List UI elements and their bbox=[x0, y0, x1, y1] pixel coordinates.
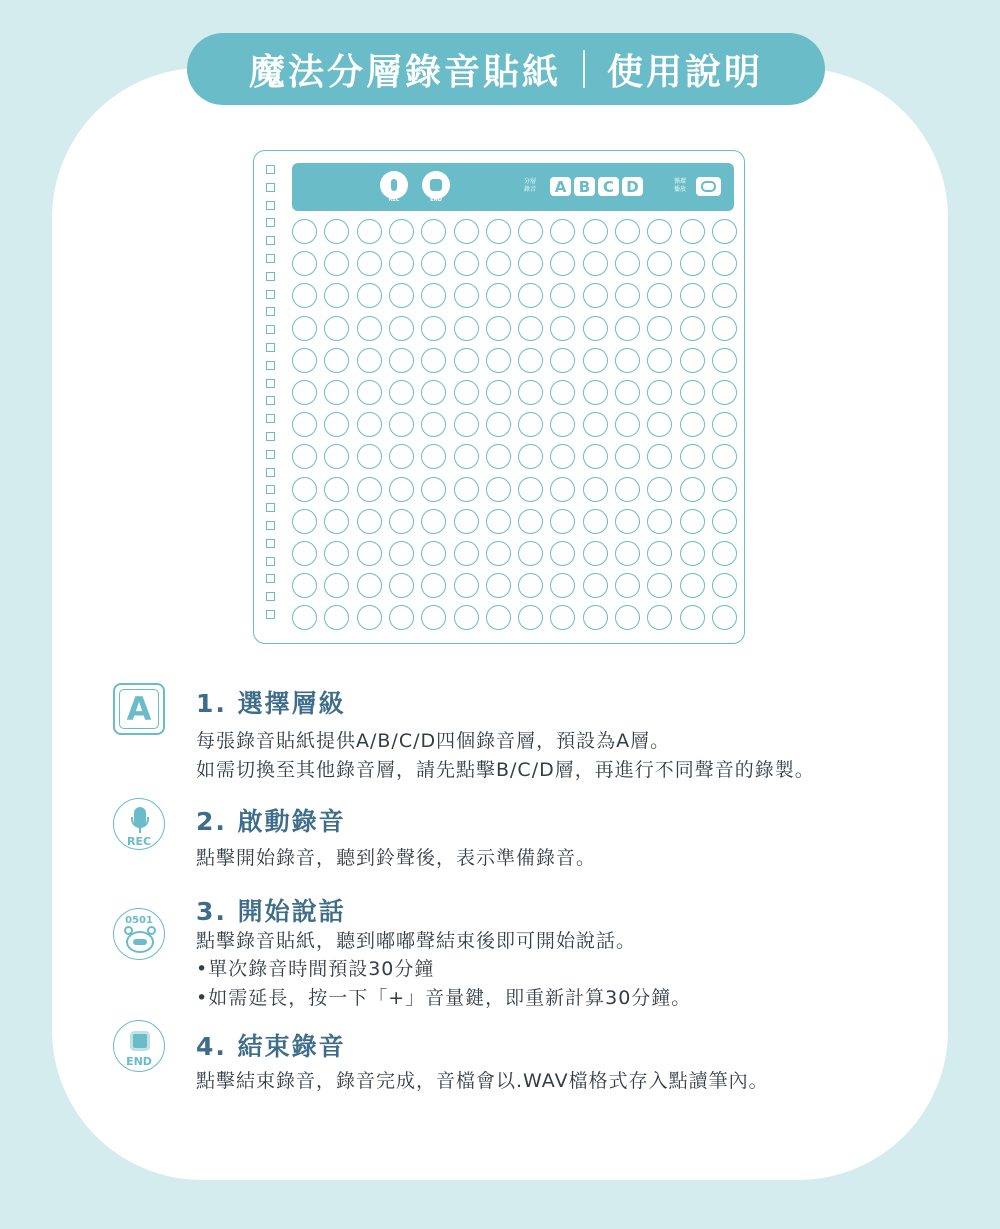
sticker-dot[interactable] bbox=[518, 412, 543, 437]
sticker-dot[interactable] bbox=[583, 477, 608, 502]
sticker-dot[interactable] bbox=[389, 444, 414, 469]
step-3-line-3: •如需延長，按一下「+」音量鍵，即重新計算30分鐘。 bbox=[196, 987, 692, 1009]
sticker-dot[interactable] bbox=[324, 509, 349, 534]
sticker-dot[interactable] bbox=[454, 412, 479, 437]
sticker-dot[interactable] bbox=[421, 316, 446, 341]
sheet-checkbox bbox=[266, 165, 275, 174]
sticker-dot[interactable] bbox=[292, 541, 317, 566]
step-4-title: 4. 結束錄音 bbox=[196, 1032, 346, 1061]
sticker-dot[interactable] bbox=[389, 477, 414, 502]
sticker-dot[interactable] bbox=[615, 219, 640, 244]
sheet-checkbox bbox=[266, 574, 275, 583]
sticker-dot[interactable] bbox=[615, 444, 640, 469]
sticker-dot[interactable] bbox=[583, 219, 608, 244]
sticker-dot[interactable] bbox=[680, 219, 705, 244]
sticker-dot[interactable] bbox=[324, 251, 349, 276]
sticker-dot[interactable] bbox=[712, 380, 737, 405]
sticker-dot[interactable] bbox=[647, 412, 672, 437]
bear-pen-code: 0501 bbox=[125, 915, 153, 926]
sticker-dot[interactable] bbox=[357, 316, 382, 341]
sticker-dot[interactable] bbox=[712, 477, 737, 502]
layer-c-button[interactable]: C bbox=[598, 177, 619, 196]
sticker-dot[interactable] bbox=[486, 316, 511, 341]
sticker-dot[interactable] bbox=[486, 477, 511, 502]
sticker-dot[interactable] bbox=[518, 509, 543, 534]
sheet-checkbox bbox=[266, 396, 275, 405]
sticker-dot[interactable] bbox=[615, 477, 640, 502]
sticker-dot[interactable] bbox=[712, 316, 737, 341]
sticker-dot[interactable] bbox=[357, 541, 382, 566]
sheet-checkbox-column bbox=[266, 165, 278, 628]
sticker-dot[interactable] bbox=[615, 348, 640, 373]
sheet-checkbox bbox=[266, 539, 275, 548]
sticker-dot[interactable] bbox=[583, 509, 608, 534]
step-1-title: 1. 選擇層級 bbox=[196, 689, 346, 718]
sheet-checkbox bbox=[266, 414, 275, 423]
sticker-dot[interactable] bbox=[292, 477, 317, 502]
mic-icon bbox=[113, 798, 165, 850]
sticker-dot[interactable] bbox=[421, 348, 446, 373]
sticker-dot[interactable] bbox=[615, 412, 640, 437]
sticker-dot[interactable] bbox=[680, 605, 705, 630]
sticker-dot[interactable] bbox=[518, 541, 543, 566]
sticker-dot[interactable] bbox=[357, 573, 382, 598]
sticker-dot[interactable] bbox=[712, 444, 737, 469]
sticker-dot[interactable] bbox=[486, 509, 511, 534]
sticker-dot[interactable] bbox=[324, 444, 349, 469]
mic-icon bbox=[391, 179, 397, 191]
sticker-dot[interactable] bbox=[389, 316, 414, 341]
sticker-dot[interactable] bbox=[389, 509, 414, 534]
sticker-dot[interactable] bbox=[647, 444, 672, 469]
loop-icon bbox=[701, 181, 716, 192]
sticker-dot[interactable] bbox=[389, 380, 414, 405]
sticker-dot[interactable] bbox=[550, 477, 575, 502]
sticker-dot[interactable] bbox=[357, 219, 382, 244]
sticker-dot[interactable] bbox=[712, 348, 737, 373]
sticker-dot[interactable] bbox=[583, 251, 608, 276]
sticker-dot[interactable] bbox=[454, 316, 479, 341]
sticker-dot[interactable] bbox=[518, 251, 543, 276]
sticker-dot[interactable] bbox=[324, 605, 349, 630]
sticker-sheet bbox=[253, 150, 745, 644]
sticker-dot[interactable] bbox=[583, 348, 608, 373]
sticker-dot[interactable] bbox=[421, 283, 446, 308]
sticker-dot[interactable] bbox=[357, 509, 382, 534]
sticker-dot[interactable] bbox=[518, 316, 543, 341]
sticker-dot[interactable] bbox=[454, 605, 479, 630]
sticker-dot[interactable] bbox=[680, 251, 705, 276]
layer-caption-line2: 錄音 bbox=[524, 186, 537, 193]
sticker-dot[interactable] bbox=[647, 477, 672, 502]
sticker-dot[interactable] bbox=[712, 573, 737, 598]
sticker-dot[interactable] bbox=[647, 251, 672, 276]
bear-pen-icon bbox=[113, 908, 165, 960]
sticker-dot[interactable] bbox=[324, 573, 349, 598]
end-caption: END bbox=[430, 197, 442, 203]
sticker-dot[interactable] bbox=[292, 412, 317, 437]
sticker-dot[interactable] bbox=[680, 509, 705, 534]
sheet-checkbox bbox=[266, 557, 275, 566]
sticker-dot[interactable] bbox=[454, 219, 479, 244]
bear-eye-mask bbox=[133, 939, 147, 945]
sticker-dot[interactable] bbox=[324, 477, 349, 502]
step-4-line-1: 點擊結束錄音，錄音完成，音檔會以.WAV檔格式存入點讀筆內。 bbox=[196, 1070, 769, 1092]
sheet-checkbox bbox=[266, 610, 275, 619]
rec-icon-label: REC bbox=[126, 835, 152, 848]
sticker-dot[interactable] bbox=[324, 283, 349, 308]
sticker-dot[interactable] bbox=[454, 380, 479, 405]
sheet-checkbox bbox=[266, 432, 275, 441]
sticker-dot[interactable] bbox=[389, 219, 414, 244]
sticker-dot[interactable] bbox=[647, 219, 672, 244]
sticker-dot[interactable] bbox=[518, 348, 543, 373]
sticker-dot[interactable] bbox=[647, 348, 672, 373]
sticker-dot[interactable] bbox=[486, 541, 511, 566]
sticker-dot[interactable] bbox=[518, 283, 543, 308]
sticker-dot[interactable] bbox=[486, 605, 511, 630]
sticker-dot[interactable] bbox=[550, 380, 575, 405]
sheet-checkbox bbox=[266, 343, 275, 352]
sheet-checkbox bbox=[266, 325, 275, 334]
sticker-dot[interactable] bbox=[324, 380, 349, 405]
sheet-checkbox bbox=[266, 450, 275, 459]
sticker-dot[interactable] bbox=[421, 573, 446, 598]
step-3-title: 3. 開始說話 bbox=[196, 897, 346, 926]
sheet-checkbox bbox=[266, 485, 275, 494]
sticker-dot[interactable] bbox=[550, 541, 575, 566]
sticker-dot[interactable] bbox=[680, 444, 705, 469]
loop-button[interactable] bbox=[696, 177, 721, 196]
sticker-dot[interactable] bbox=[712, 251, 737, 276]
sheet-checkbox bbox=[266, 521, 275, 530]
sticker-dot[interactable] bbox=[550, 283, 575, 308]
sticker-dot[interactable] bbox=[357, 251, 382, 276]
sticker-dot[interactable] bbox=[680, 412, 705, 437]
sheet-checkbox bbox=[266, 254, 275, 263]
sticker-dot[interactable] bbox=[615, 541, 640, 566]
sheet-control-bar bbox=[292, 163, 734, 211]
layer-b-button[interactable]: B bbox=[574, 177, 595, 196]
sticker-dot[interactable] bbox=[615, 251, 640, 276]
sticker-dot[interactable] bbox=[550, 509, 575, 534]
layer-a-icon-letter: A bbox=[119, 689, 159, 729]
sticker-dot[interactable] bbox=[680, 573, 705, 598]
sheet-checkbox bbox=[266, 379, 275, 388]
sticker-dot[interactable] bbox=[486, 251, 511, 276]
sticker-dot[interactable] bbox=[647, 283, 672, 308]
rec-button[interactable] bbox=[380, 171, 408, 199]
sticker-dot[interactable] bbox=[389, 541, 414, 566]
sticker-dot[interactable] bbox=[583, 444, 608, 469]
layer-caption-line1: 分層 bbox=[524, 178, 537, 185]
sticker-dot[interactable] bbox=[389, 283, 414, 308]
sheet-checkbox bbox=[266, 290, 275, 299]
sticker-dot[interactable] bbox=[583, 283, 608, 308]
sticker-dot[interactable] bbox=[647, 380, 672, 405]
page-title-sub: 使用說明 bbox=[607, 51, 764, 93]
sheet-checkbox bbox=[266, 218, 275, 227]
sheet-checkbox bbox=[266, 236, 275, 245]
sticker-dot[interactable] bbox=[486, 573, 511, 598]
sticker-dot[interactable] bbox=[454, 283, 479, 308]
layer-d-button[interactable]: D bbox=[622, 177, 643, 196]
end-icon-label: END bbox=[126, 1055, 152, 1068]
sticker-dot[interactable] bbox=[454, 509, 479, 534]
sticker-dot[interactable] bbox=[583, 380, 608, 405]
page-title bbox=[187, 33, 825, 105]
sticker-dot[interactable] bbox=[583, 412, 608, 437]
sticker-dot[interactable] bbox=[712, 605, 737, 630]
sticker-dot[interactable] bbox=[615, 605, 640, 630]
sticker-dot[interactable] bbox=[680, 380, 705, 405]
mic-icon-stand bbox=[131, 817, 149, 828]
sticker-dot[interactable] bbox=[518, 380, 543, 405]
sticker-dot[interactable] bbox=[292, 348, 317, 373]
sticker-dot[interactable] bbox=[389, 573, 414, 598]
mic-icon-stem bbox=[139, 828, 141, 833]
page-title-main: 魔法分層錄音貼紙 bbox=[248, 51, 561, 93]
step-1-line-2: 如需切換至其他錄音層，請先點擊B/C/D層，再進行不同聲音的錄製。 bbox=[196, 759, 815, 781]
sticker-dot[interactable] bbox=[583, 316, 608, 341]
loop-caption bbox=[674, 178, 686, 194]
title-divider bbox=[583, 50, 585, 88]
sticker-dot[interactable] bbox=[486, 283, 511, 308]
sticker-dot[interactable] bbox=[292, 605, 317, 630]
stop-icon bbox=[430, 179, 442, 191]
sticker-dot[interactable] bbox=[518, 605, 543, 630]
sticker-dot[interactable] bbox=[486, 444, 511, 469]
sheet-checkbox bbox=[266, 307, 275, 316]
sticker-dot[interactable] bbox=[518, 477, 543, 502]
step-1-line-1: 每張錄音貼紙提供A/B/C/D四個錄音層，預設為A層。 bbox=[196, 730, 671, 752]
stop-icon-square bbox=[130, 1031, 150, 1051]
sticker-dot[interactable] bbox=[324, 541, 349, 566]
sticker-dot[interactable] bbox=[712, 412, 737, 437]
sticker-dot[interactable] bbox=[712, 219, 737, 244]
sticker-dot[interactable] bbox=[324, 348, 349, 373]
stop-icon bbox=[113, 1020, 165, 1072]
sticker-dot[interactable] bbox=[615, 316, 640, 341]
sticker-dot[interactable] bbox=[518, 219, 543, 244]
sheet-checkbox bbox=[266, 503, 275, 512]
sticker-dot[interactable] bbox=[680, 316, 705, 341]
sticker-dot[interactable] bbox=[324, 412, 349, 437]
sticker-dot[interactable] bbox=[292, 219, 317, 244]
sticker-dot[interactable] bbox=[421, 251, 446, 276]
sticker-dot[interactable] bbox=[357, 412, 382, 437]
sticker-dot[interactable] bbox=[357, 283, 382, 308]
sticker-dot[interactable] bbox=[292, 509, 317, 534]
sticker-dot[interactable] bbox=[454, 348, 479, 373]
sticker-dot[interactable] bbox=[421, 219, 446, 244]
sticker-dot[interactable] bbox=[680, 283, 705, 308]
sticker-dot[interactable] bbox=[421, 477, 446, 502]
end-button[interactable] bbox=[422, 171, 450, 199]
sticker-dot[interactable] bbox=[421, 541, 446, 566]
sticker-dot[interactable] bbox=[421, 444, 446, 469]
step-3-line-2: •單次錄音時間預設30分鐘 bbox=[196, 958, 435, 980]
sticker-dot[interactable] bbox=[680, 541, 705, 566]
sticker-dot[interactable] bbox=[712, 509, 737, 534]
sticker-dot[interactable] bbox=[421, 605, 446, 630]
sticker-dot[interactable] bbox=[550, 444, 575, 469]
sticker-dot[interactable] bbox=[647, 605, 672, 630]
sticker-dot[interactable] bbox=[486, 348, 511, 373]
loop-caption-line2: 播放 bbox=[674, 186, 687, 193]
sticker-dot[interactable] bbox=[454, 251, 479, 276]
sticker-dot[interactable] bbox=[550, 348, 575, 373]
sticker-dot[interactable] bbox=[615, 573, 640, 598]
sticker-dot[interactable] bbox=[647, 316, 672, 341]
sticker-dot[interactable] bbox=[389, 412, 414, 437]
sticker-dot[interactable] bbox=[550, 573, 575, 598]
layer-caption bbox=[524, 178, 536, 194]
sticker-dot[interactable] bbox=[518, 573, 543, 598]
sticker-dot[interactable] bbox=[712, 541, 737, 566]
sticker-dot[interactable] bbox=[389, 348, 414, 373]
sticker-dot[interactable] bbox=[454, 477, 479, 502]
step-2-title: 2. 啟動錄音 bbox=[196, 807, 346, 836]
sheet-checkbox bbox=[266, 468, 275, 477]
sticker-dot[interactable] bbox=[486, 219, 511, 244]
sticker-dot[interactable] bbox=[389, 251, 414, 276]
sticker-dot[interactable] bbox=[615, 509, 640, 534]
sheet-checkbox bbox=[266, 272, 275, 281]
layer-a-icon bbox=[113, 683, 165, 735]
layer-a-button[interactable]: A bbox=[550, 177, 571, 196]
sticker-dot[interactable] bbox=[454, 573, 479, 598]
sticker-dot[interactable] bbox=[292, 573, 317, 598]
sticker-dot[interactable] bbox=[615, 283, 640, 308]
sticker-dot[interactable] bbox=[292, 380, 317, 405]
sticker-dot[interactable] bbox=[292, 444, 317, 469]
sticker-dot[interactable] bbox=[421, 412, 446, 437]
sticker-dot[interactable] bbox=[324, 219, 349, 244]
sticker-dot[interactable] bbox=[550, 316, 575, 341]
sticker-dot[interactable] bbox=[712, 283, 737, 308]
sticker-dot[interactable] bbox=[357, 380, 382, 405]
sticker-dot[interactable] bbox=[647, 573, 672, 598]
sticker-dot[interactable] bbox=[292, 316, 317, 341]
sticker-dot[interactable] bbox=[550, 605, 575, 630]
sticker-dot[interactable] bbox=[389, 605, 414, 630]
sticker-dot[interactable] bbox=[550, 251, 575, 276]
sticker-dot[interactable] bbox=[583, 541, 608, 566]
sticker-dot[interactable] bbox=[421, 509, 446, 534]
sheet-checkbox bbox=[266, 183, 275, 192]
sticker-dot[interactable] bbox=[647, 541, 672, 566]
sheet-checkbox bbox=[266, 361, 275, 370]
sticker-dot[interactable] bbox=[583, 573, 608, 598]
sticker-dot[interactable] bbox=[357, 444, 382, 469]
sticker-dot[interactable] bbox=[550, 219, 575, 244]
sticker-dot[interactable] bbox=[680, 477, 705, 502]
sticker-dot[interactable] bbox=[454, 444, 479, 469]
sticker-dot[interactable] bbox=[518, 444, 543, 469]
sheet-checkbox bbox=[266, 201, 275, 210]
sticker-dot[interactable] bbox=[680, 348, 705, 373]
sticker-dot[interactable] bbox=[550, 412, 575, 437]
sticker-dot[interactable] bbox=[324, 316, 349, 341]
sticker-dot[interactable] bbox=[357, 605, 382, 630]
sticker-dot[interactable] bbox=[647, 509, 672, 534]
step-2-line-1: 點擊開始錄音，聽到鈴聲後，表示準備錄音。 bbox=[196, 847, 597, 869]
sticker-dot[interactable] bbox=[292, 283, 317, 308]
sticker-dot[interactable] bbox=[357, 477, 382, 502]
bear-face bbox=[126, 931, 154, 953]
sticker-dot[interactable] bbox=[486, 412, 511, 437]
sticker-dot[interactable] bbox=[421, 380, 446, 405]
sticker-dot[interactable] bbox=[357, 348, 382, 373]
sticker-dot[interactable] bbox=[615, 380, 640, 405]
sticker-dot[interactable] bbox=[583, 605, 608, 630]
sticker-dot[interactable] bbox=[454, 541, 479, 566]
rec-caption: REC bbox=[388, 197, 400, 203]
sheet-checkbox bbox=[266, 592, 275, 601]
sticker-dot[interactable] bbox=[292, 251, 317, 276]
step-3-line-1: 點擊錄音貼紙，聽到嘟嘟聲結束後即可開始說話。 bbox=[196, 930, 637, 952]
sticker-dot[interactable] bbox=[486, 380, 511, 405]
loop-caption-line1: 循環 bbox=[674, 178, 687, 185]
